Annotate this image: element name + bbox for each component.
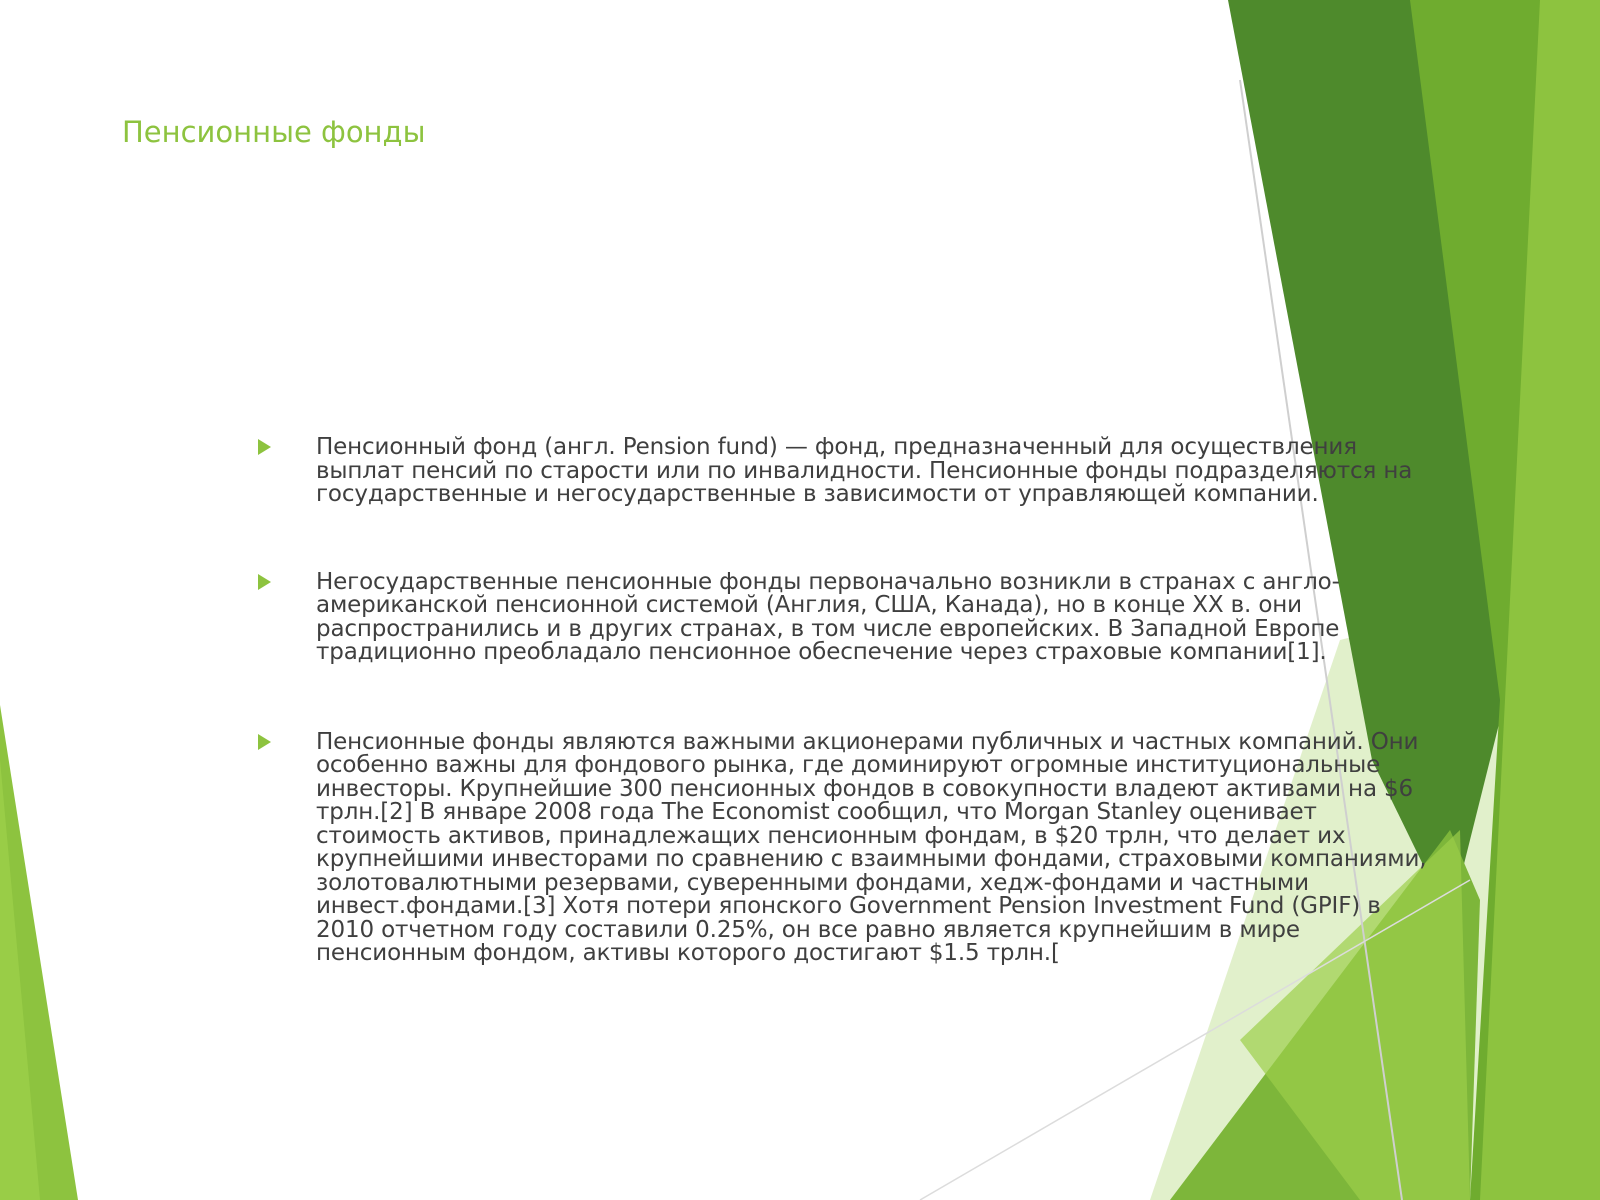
bullet-text: Пенсионный фонд (англ. Pension fund) — фонд, предназначенный для осуществления выплат пенсий по старости или по инвалидности. Пенсионные фонды подразделяются на государственные и негосударственные в зависимости от управляющей компании. <box>316 434 1413 507</box>
bullet-item <box>254 436 1434 507</box>
slide-title: Пенсионные фонды <box>122 115 426 149</box>
triangle-right-icon <box>258 734 271 750</box>
bullet-item <box>254 568 1434 665</box>
bullet-text: Пенсионные фонды являются важными акционерами публичных и частных компаний. Они особенно важны для фондового рынка, где доминируют огромные институциональные инвесторы. Крупнейшие 300 пенсионных фондов в совокупности владеют активами на $6 трлн.[2] В январе 2008 года The Economist сообщил, что Morgan Stanley оценивает стоимость активов, принадлежащих пенсионным фондам, в $20 трлн, что делает их крупнейшими инвесторами по сравнению с взаимными фондами, страховыми компаниями, золотовалютными резервами, суверенными фондами, хедж-фондами и частными инвест.фондами.[3] Хотя потери японского Government Pension Investment Fund (GPIF) в 2010 отчетном году составили 0.25%, он все равно является крупнейшим в мире пенсионным фондом, активы которого достигают $1.5 трлн.[ <box>316 728 1427 966</box>
bullet-item <box>254 728 1434 966</box>
bullet-text: Негосударственные пенсионные фонды первоначально возникли в странах с англо-американской пенсионной системой (Англия, США, Канада), но в конце XX в. они распространились и в других странах, в том числе европейских. В Западной Европе традиционно преобладало пенсионное обеспечение через страховые компании[1]. <box>316 568 1340 665</box>
triangle-right-icon <box>258 574 271 590</box>
bullet-list <box>254 436 1434 1030</box>
triangle-right-icon <box>258 439 271 455</box>
